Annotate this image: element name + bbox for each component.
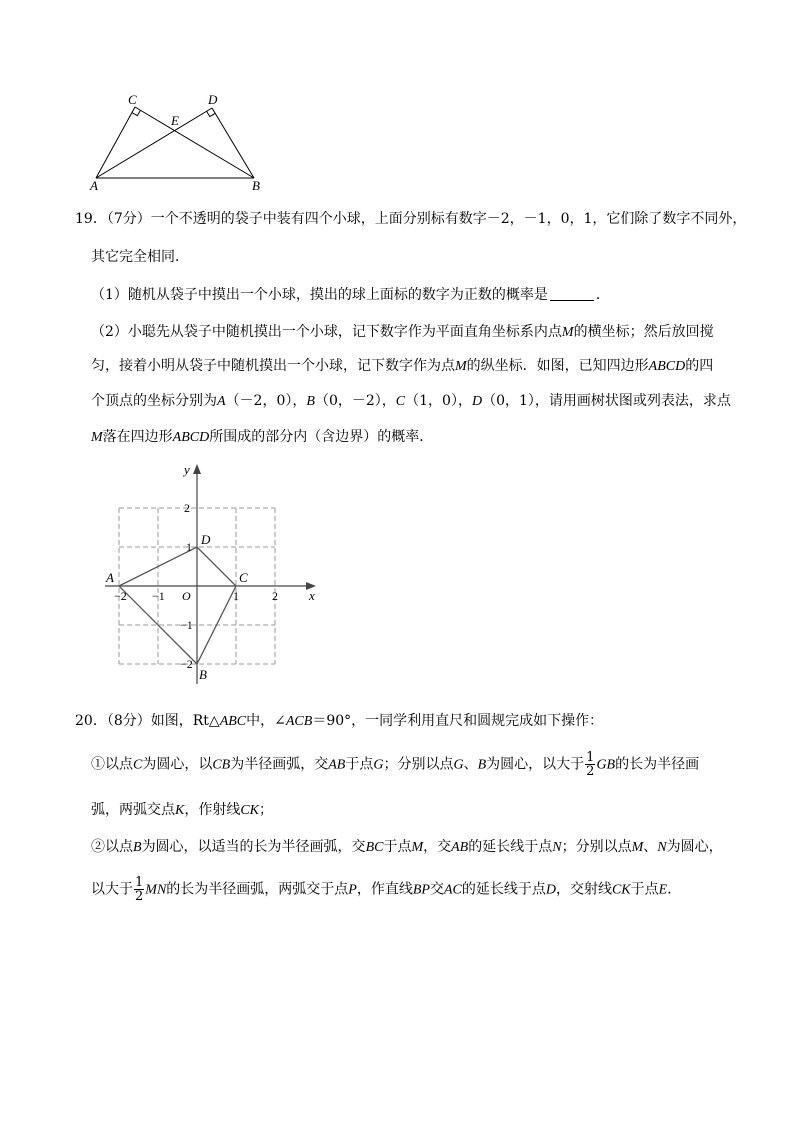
label-C: C [128, 92, 137, 107]
point-label-C: C [239, 570, 248, 585]
label-D: D [208, 92, 218, 107]
segment-AC [96, 107, 135, 178]
axis-label-y: y [184, 462, 190, 477]
y-tick-label: −1 [180, 618, 193, 632]
q19-number: 19． [75, 211, 107, 227]
figure-triangles [84, 90, 274, 195]
x-tick-label: −1 [152, 589, 165, 603]
x-tick-label: 1 [233, 589, 239, 603]
segment-CB [135, 107, 254, 178]
q19-part2-line3: 个顶点的坐标分别为A（－2，0），B（0，－2），C（1，0），D（0，1），请用画树状图或列表法，求点 [91, 393, 731, 409]
q19-stem-line1 [75, 209, 746, 229]
q19-part2-line1: （2）小聪先从袋子中随机摸出一个小球，记下数字作为平面直角坐标系内点M的横坐标；然后放回搅 [91, 324, 714, 340]
q19-part1: （1）随机从袋子中摸出一个小球，摸出的球上面标的数字为正数的概率是 ． [91, 287, 610, 303]
q19-part2-line4: M落在四边形ABCD所围成的部分内（含边界）的概率． [91, 429, 434, 445]
point-label-A: A [106, 570, 114, 585]
q20-stem: 20．（8分）如图，Rt△ABC中，∠ACB＝90°，一同学利用直尺和圆规完成如下操作： [75, 713, 604, 729]
q20-number: 20． [75, 713, 107, 729]
q19-stem: 一个不透明的袋子中装有四个小球，上面分别标有数字－2，－1，0，1，它们除了数字不同外， [150, 211, 747, 227]
q19-part2-line2: 匀，接着小明从袋子中随机摸出一个小球，记下数字作为点M的纵坐标．如图，已知四边形ABCD的四 [91, 358, 714, 374]
answer-blank[interactable] [550, 286, 594, 301]
y-tick-label: 2 [184, 501, 190, 515]
y-axis-arrow [193, 464, 201, 474]
right-angle-mark-D [207, 111, 216, 116]
segment-DB [212, 108, 254, 178]
fraction-one-half: $\frac{1}{2}$ [135, 875, 144, 904]
q20-step2-line1: ②以点B为圆心，以适当的长为半径画弧，交BC于点M，交AB的延长线于点N；分别以点M、N为圆心， [91, 839, 723, 855]
q19-stem-line2: 其它完全相同． [91, 249, 189, 265]
q20-step2-line2: 以大于 $\frac{1}{2}$ MN的长为半径画弧，两弧交于点P，作直线BP交AC的延长线于点D，交射线CK于点E． [91, 875, 682, 904]
axis-label-x: x [309, 588, 315, 603]
y-tick-label: 1 [186, 540, 192, 554]
quadrilateral-ABCD [119, 547, 236, 664]
point-label-B: B [199, 667, 207, 682]
label-B: B [252, 178, 260, 193]
q20-step1-line1: ①以点C为圆心，以CB为半径画弧，交AB于点G；分别以点G、B为圆心，以大于 $\frac{1}{2}$ GB的长为半径画 [91, 750, 700, 779]
point-label-D: D [201, 532, 211, 547]
label-E: E [171, 113, 179, 128]
y-tick-label: −2 [180, 657, 193, 671]
label-A: A [90, 178, 98, 193]
origin-label: O [182, 589, 191, 603]
q20-step1-line2: 弧，两弧交点K，作射线CK； [91, 802, 274, 818]
fraction-one-half: $\frac{1}{2}$ [586, 750, 595, 779]
x-tick-label: −2 [114, 589, 127, 603]
figure-coordinate-grid [100, 462, 330, 687]
q20-score: （8分） [106, 713, 151, 729]
q19-score: （7分） [106, 211, 151, 227]
x-tick-label: 2 [272, 589, 278, 603]
